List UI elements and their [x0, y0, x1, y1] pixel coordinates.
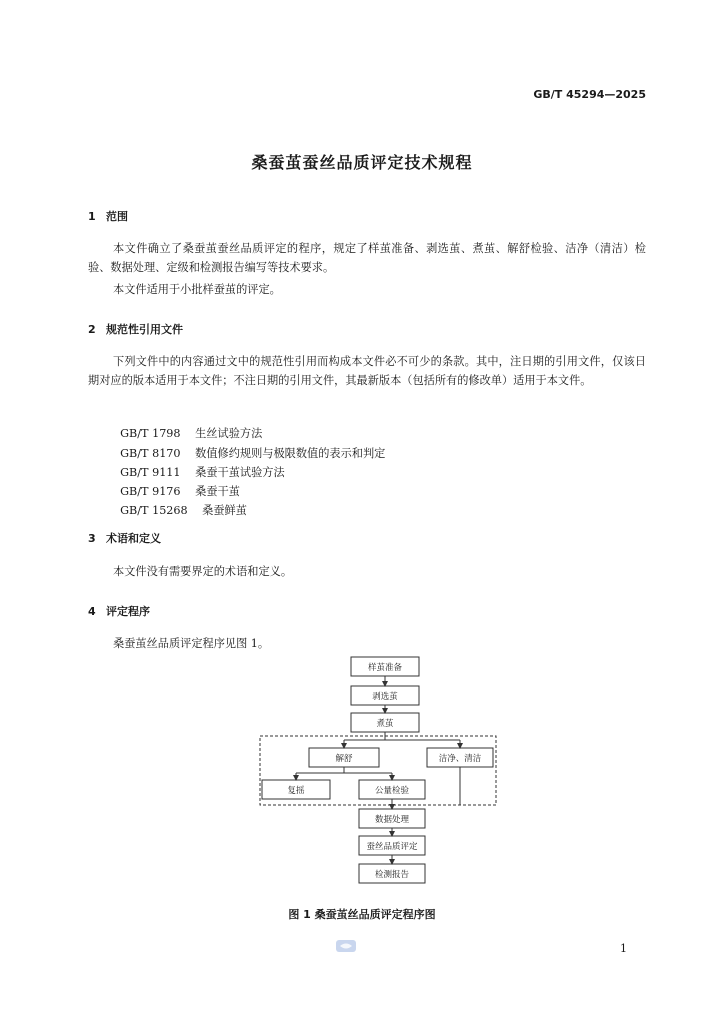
flow-label-boiling: 煮茧	[376, 719, 394, 729]
page-number: 1	[620, 942, 627, 955]
flow-label-rewinding: 复摇	[287, 786, 305, 796]
reference-code: GB/T 1798	[120, 427, 181, 440]
section-3-paragraph-1: 本文件没有需要界定的术语和定义。	[113, 565, 293, 578]
section-number: 4	[88, 605, 96, 618]
flow-label-reeling: 解舒	[335, 754, 353, 764]
reference-title: 桑蚕干茧试验方法	[195, 466, 285, 479]
reference-title: 桑蚕鲜茧	[202, 504, 247, 517]
section-number: 2	[88, 323, 96, 336]
flow-label-test-report: 检测报告	[374, 870, 410, 880]
section-title: 评定程序	[106, 605, 150, 618]
section-heading-2	[88, 321, 183, 337]
process-flowchart	[255, 655, 500, 885]
flow-label-cleanliness: 洁净、清洁	[438, 754, 482, 764]
flow-label-quality-rating: 蚕丝品质评定	[366, 842, 418, 852]
section-title: 规范性引用文件	[106, 323, 183, 336]
standard-number: GB/T 45294—2025	[533, 88, 646, 101]
reference-title: 生丝试验方法	[195, 427, 263, 440]
flow-label-data-processing: 数据处理	[374, 815, 410, 825]
reference-code: GB/T 9111	[120, 466, 181, 479]
flow-label-sample-prep: 样茧准备	[367, 663, 403, 673]
flow-label-size-test: 公量检验	[374, 786, 410, 796]
section-1-paragraph-2: 本文件适用于小批样蚕茧的评定。	[113, 283, 281, 296]
section-title: 术语和定义	[106, 532, 161, 545]
section-title: 范围	[106, 210, 128, 223]
section-number: 3	[88, 532, 96, 545]
reference-title: 桑蚕干茧	[195, 485, 240, 498]
reference-title: 数值修约规则与极限数值的表示和判定	[195, 447, 386, 460]
publisher-logo-icon	[335, 938, 357, 954]
figure-caption: 图 1 桑蚕茧丝品质评定程序图	[288, 908, 436, 921]
section-1-paragraph-1: 本文件确立了桑蚕茧蚕丝品质评定的程序，规定了样茧准备、剥选茧、煮茧、解舒检验、洁净（清洁）检验、数据处理、定级和检测报告编写等技术要求。	[88, 242, 646, 274]
reference-code: GB/T 9176	[120, 485, 181, 498]
reference-item	[113, 489, 247, 518]
flow-label-sorting: 剥选茧	[372, 692, 398, 702]
section-heading-3	[88, 530, 161, 546]
section-number: 1	[88, 210, 96, 223]
reference-code: GB/T 8170	[120, 447, 181, 460]
section-4-paragraph-1: 桑蚕茧丝品质评定程序见图 1。	[113, 637, 270, 650]
reference-code: GB/T 15268	[120, 504, 188, 517]
section-2-paragraph-1: 下列文件中的内容通过文中的规范性引用而构成本文件必不可少的条款。其中，注日期的引用文件，仅该日期对应的版本适用于本文件；不注日期的引用文件，其最新版本（包括所有的修改单）适用于本文件。	[88, 355, 646, 387]
document-title: 桑蚕茧蚕丝品质评定技术规程	[251, 153, 473, 172]
section-heading-4	[88, 603, 150, 619]
section-heading-1	[88, 208, 128, 224]
